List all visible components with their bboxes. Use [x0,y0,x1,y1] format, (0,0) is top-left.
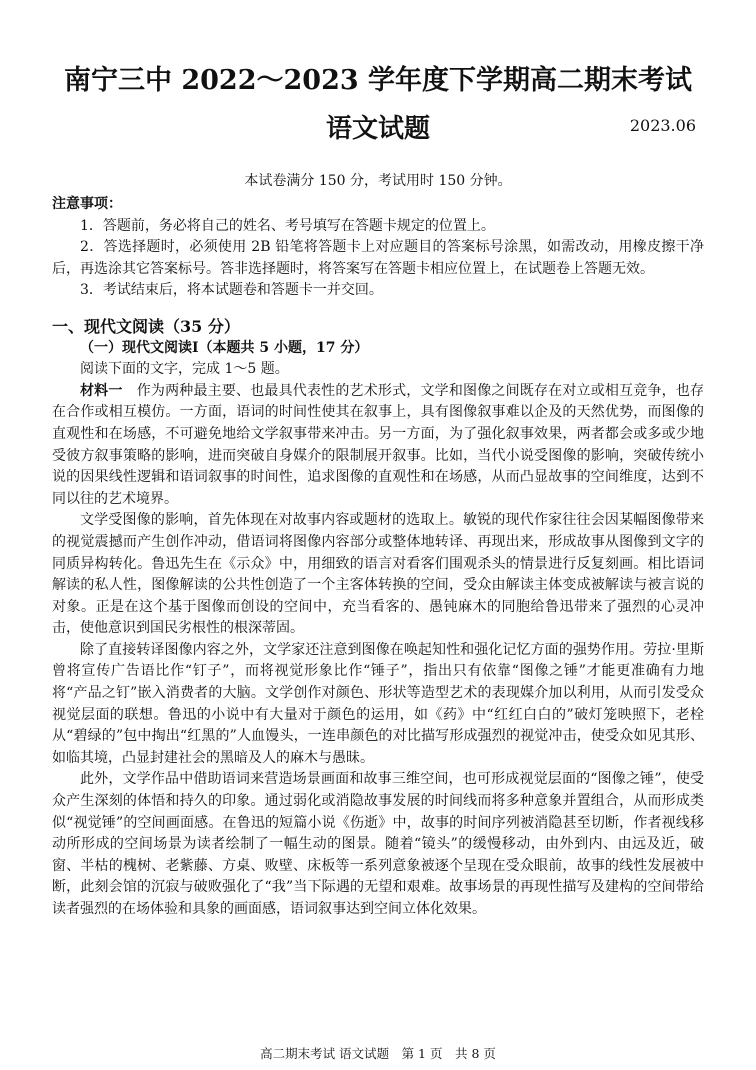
exam-info: 本试卷满分 150 分，考试用时 150 分钟。 [244,173,512,189]
material-paragraph [52,381,704,511]
reading-instruction: 阅读下面的文字，完成 1～5 题。 [80,361,289,378]
notice-item: 1．答题前，务必将自己的姓名、考号填写在答题卡规定的位置上。 [80,217,495,234]
notice-item: 2．答选择题时，必须使用 2B 铅笔将答题卡上对应题目的答案标号涂黑，如需改动，用橡皮擦干净后，再选涂其它答案标号。答非选择题时，将答案写在答题卡相应位置上，在试题卷上答题无效。 [52,239,704,277]
exam-subtitle: 语文试题 [325,114,430,144]
material-paragraph: 文学受图像的影响，首先体现在对故事内容或题材的选取上。敏锐的现代作家往往会因某幅图像带来的视觉震撼而产生创作冲动，借语词将图像内容部分或整体地转译、再现出来，形成故事从图像到文字的同质异构转化。鲁迅先生在《示众》中，用细致的语言对看客们围观杀头的情景进行反复刻画。相比语词解读的私人性，图像解读的公共性创造了一个主客体转换的空间，受众由解读主体变成被解读与被言说的对象。正是在这个基于图像而创设的空间中，充当看客的、愚钝麻木的同胞给鲁迅带来了强烈的心灵冲击，使他意识到国民劣根性的根深蒂固。 [52,512,704,637]
material-text: 作为两种最主要、也最具代表性的艺术形式，文学和图像之间既存在对立或相互竞争，也存在合作或相互模仿。一方面，语词的时间性使其在叙事上，具有图像叙事难以企及的天然优势，而图像的直观性和在场感，不可避免地给文学叙事带来冲击。另一方面，为了强化叙事效果，两者都会或多或少地受彼方叙事策略的影响，进而突破自身媒介的限制展开叙事。比如，当代小说受图像的影响，突破传统小说的因果线性逻辑和语词叙事的时间性，追求图像的直观性和在场感，从而凸显故事的空间维度，达到不同以往的艺术境界。 [52,382,705,507]
notice-item: 3．考试结束后，将本试题卷和答题卡一并交回。 [80,282,383,299]
section-heading: 一、现代文阅读（35 分） [52,316,240,336]
material-paragraph: 除了直接转译图像内容之外，文学家还注意到图像在唤起知性和强化记忆方面的强势作用。劳拉·里斯曾将宣传广告语比作“钉子”，而将视觉形象比作“锤子”，指出只有依靠“图像之锤”才能更准确有力地将“产品之钉”嵌入消费者的大脑。文学创作对颜色、形状等造型艺术的表现媒介加以利用，从而引发受众视觉层面的联想。鲁迅的小说中有大量对于颜色的运用，如《药》中“红红白白的”破灯笼映照下，老栓从“碧绿的”包中掏出“红黑的”人血馒头，一连串颜色的对比描写形成强烈的视觉冲击，使受众如见其形、如临其境，凸显封建社会的黑暗及人的麻木与愚昧。 [52,641,704,766]
exam-body [52,194,704,921]
exam-title: 南宁三中 2022～2023 学年度下学期高二期末考试 [63,65,693,96]
page-footer: 高二期末考试 语文试题 第 1 页 共 8 页 [260,1046,496,1061]
subsection-heading: （一）现代文阅读Ⅰ（本题共 5 小题，17 分） [80,339,369,356]
material-label: 材料一 [80,382,123,399]
exam-date: 2023.06 [629,116,696,135]
material-paragraph: 此外，文学作品中借助语词来营造场景画面和故事三维空间，也可形成视觉层面的“图像之锤”，使受众产生深刻的体悟和持久的印象。通过弱化或消隐故事发展的时间线而将多种意象并置组合，从而形成类似“视觉锤”的空间画面感。在鲁迅的短篇小说《伤逝》中，故事的时间序列被消隐甚至切断，作者视线移动所形成的空间场景为读者绘制了一幅生动的图景。随着“镜头”的缓慢移动，由外到内、由远及近，破窗、半枯的槐树、老紫藤、方桌、败壁、床板等一系列意象被逐个呈现在受众眼前，故事的线性发展被中断，此刻会馆的沉寂与破败强化了“我”当下际遇的无望和艰难。故事场景的再现性描写及建构的空间带给读者强烈的在场体验和具象的画面感，语词叙事达到空间立体化效果。 [52,771,704,917]
notice-heading: 注意事项： [52,196,122,212]
